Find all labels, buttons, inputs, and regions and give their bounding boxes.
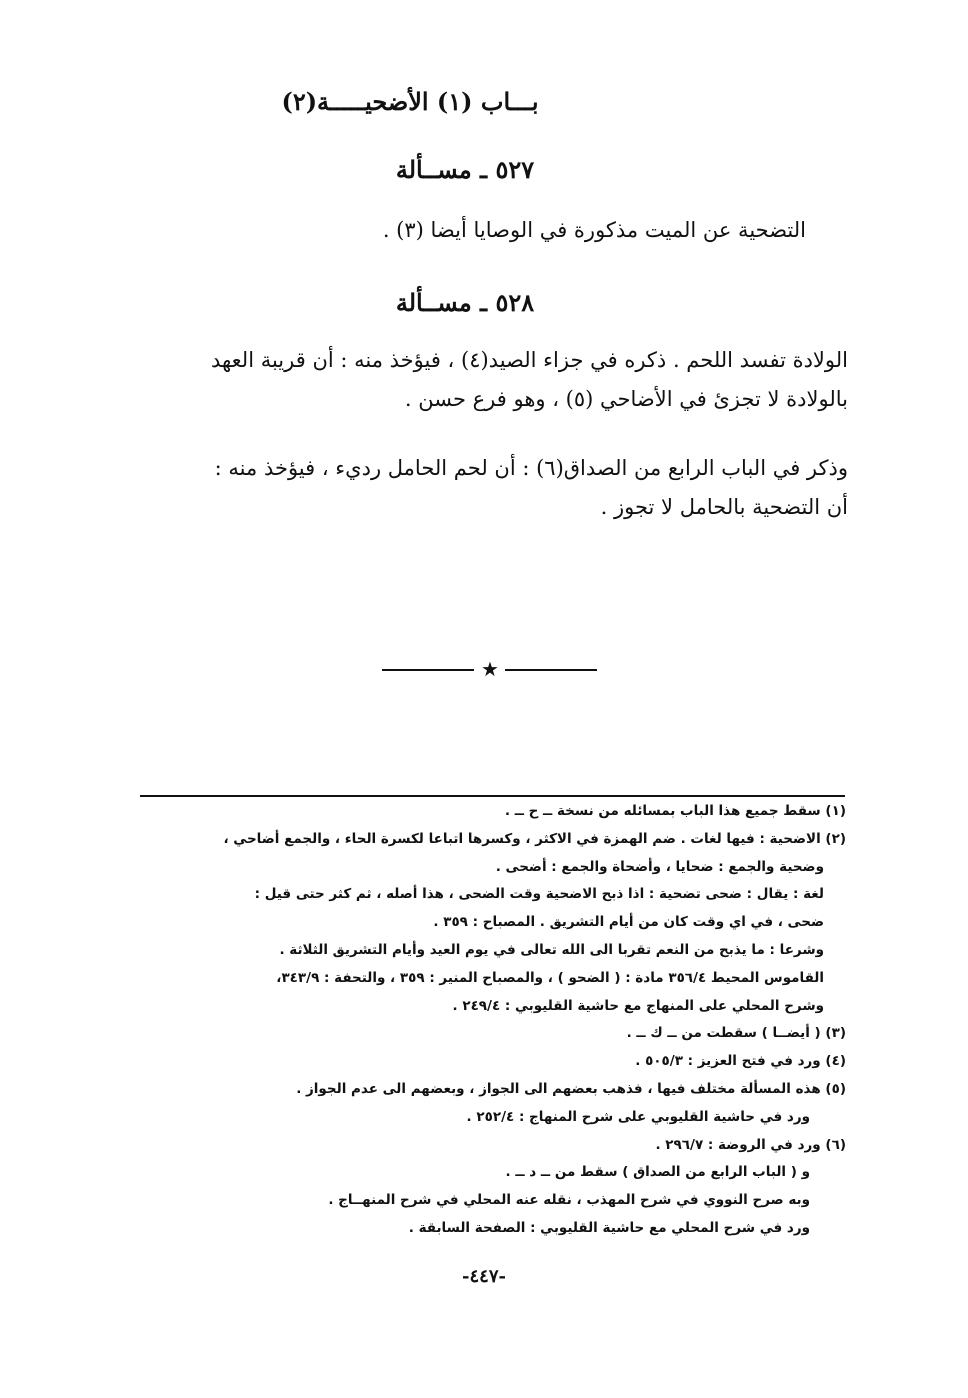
page-number: -٤٤٧- xyxy=(462,1266,506,1287)
footnote-divider xyxy=(140,795,845,797)
footnote-5-cont-1: ورد في حاشية القليوبي على شرح المنهاج : ٢٥٢/٤ . xyxy=(466,1108,810,1125)
paragraph-line-2: أن التضحية بالحامل لا تجوز . xyxy=(600,495,848,519)
issue-527-text: التضحية عن الميت مذكورة في الوصايا أيضا (٣) . xyxy=(382,218,806,242)
section-separator xyxy=(382,657,597,681)
footnote-6-cont-2: وبه صرح النووي في شرح المهذب ، نقله عنه المحلي في شرح المنهــاج . xyxy=(328,1192,810,1209)
footnote-2-cont-3: ضحى ، في اي وقت كان من أيام التشريق . المصباح : ٣٥٩ . xyxy=(433,914,824,931)
footnote-4: (٤) ورد في فتح العزيز : ٥٠٥/٣ . xyxy=(635,1053,846,1070)
separator-line-left xyxy=(382,669,474,671)
footnote-2-cont-4: وشرعا : ما يذبح من النعم تقربا الى الله تعالى في يوم العيد وأيام التشريق الثلاثة . xyxy=(279,941,824,958)
footnote-2-cont-5: القاموس المحيط ٣٥٦/٤ مادة : ( الضحو ) ، والمصباح المنير : ٣٥٩ ، والتحفة : ٣٤٣/٩، xyxy=(276,969,824,986)
footnote-6: (٦) ورد في الروضة : ٢٩٦/٧ . xyxy=(655,1136,846,1153)
issue-528-text-line-1: الولادة تفسد اللحم . ذكره في جزاء الصيد(٤) ، فيؤخذ منه : أن قريبة العهد xyxy=(210,348,848,372)
chapter-title: بـــاب (١) الأضحيـــــة(٢) xyxy=(281,87,539,116)
separator-line-right xyxy=(505,669,597,671)
footnotes xyxy=(136,798,846,1243)
footnote-1: (١) سقط جميع هذا الباب بمسائله من نسخة ــ ح ــ . xyxy=(504,803,846,819)
footnote-2: (٢) الاضحية : فيها لغات . ضم الهمزة في الاكثر ، وكسرها اتباعا لكسرة الحاء ، والجمع أضاحي ، xyxy=(223,830,846,847)
issue-528-text-line-2: بالولادة لا تجزئ في الأضاحي (٥) ، وهو فرع حسن . xyxy=(404,387,848,411)
issue-527-heading: ٥٢٧ ـ مســألة xyxy=(395,155,535,184)
footnote-5: (٥) هذه المسألة مختلف فيها ، فذهب بعضهم الى الجواز ، وبعضهم الى عدم الجواز . xyxy=(296,1080,846,1097)
footnote-6-cont-1: و ( الباب الرابع من الصداق ) سقط من ــ د ــ . xyxy=(505,1164,810,1181)
footnote-2-cont-2: لغة : يقال : ضحى تضحية : اذا ذبح الاضحية وقت الضحى ، هذا أصله ، ثم كثر حتى قيل : xyxy=(254,886,824,903)
footnote-6-cont-3: ورد في شرح المحلي مع حاشية القليوبي : الصفحة السابقة . xyxy=(408,1219,810,1236)
footnote-2-cont-1: وضحية والجمع : ضحايا ، وأضحاة والجمع : أضحى . xyxy=(495,858,824,875)
issue-528-heading: ٥٢٨ ـ مســألة xyxy=(395,288,535,317)
footnote-2-cont-6: وشرح المحلي على المنهاج مع حاشية القليوبي : ٢٤٩/٤ . xyxy=(452,997,824,1014)
star-icon: ★ xyxy=(481,657,499,681)
footnote-3: (٣) ( أيضــا ) سقطت من ــ ك ــ . xyxy=(626,1025,846,1042)
paragraph-line-1: وذكر في الباب الرابع من الصداق(٦) : أن لحم الحامل رديء ، فيؤخذ منه : xyxy=(214,456,848,480)
